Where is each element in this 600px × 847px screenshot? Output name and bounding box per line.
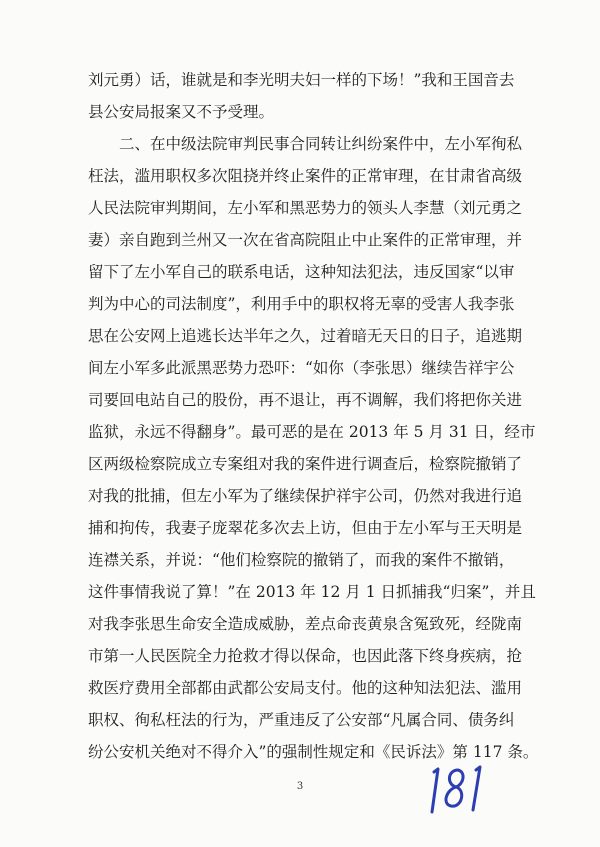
paragraph-2-line: 救医疗费用全部都由武都公安局支付。他的这种知法犯法、滥用 — [88, 679, 523, 697]
paragraph-1-line: 刘元勇）话，谁就是和李光明夫妇一样的下场！”我和王国音去 — [88, 71, 515, 89]
paragraph-2-line: 对我李张思生命安全造成威胁，差点命丧黄泉含冤致死，经陇南 — [88, 615, 523, 633]
paragraph-2-line: 对我的批捕，但左小军为了继续保护祥宇公司，仍然对我进行追 — [88, 487, 523, 505]
paragraph-2-line: 职权、徇私枉法的行为，严重违反了公安部“凡属合同、债务纠 — [88, 711, 515, 729]
paragraph-2-line: 思在公安网上追逃长达半年之久，过着暗无天日的日子，追逃期 — [88, 327, 523, 345]
page-number: 3 — [296, 781, 304, 792]
paragraph-2-line: 监狱，永远不得翻身”。最可恶的是在 2013 年 5 月 31 日，经市 — [88, 423, 536, 441]
paragraph-2-line: 判为中心的司法制度”，利用手中的职权将无辜的受害人我李张 — [88, 295, 515, 313]
paragraph-2-line: 司要回电站自己的股份，再不退让，再不调解，我们将把你关进 — [88, 391, 523, 409]
paragraph-2-line: 间左小军多此派黑恶势力恐吓：“如你（李张思）继续告祥宇公 — [88, 359, 515, 377]
paragraph-2-line: 纷公安机关绝对不得介入”的强制性规定和《民诉法》第 117 条。 — [88, 743, 539, 761]
paragraph-2-line: 市第一人民医院全力抢救才得以保命，也因此落下终身疾病，抢 — [88, 647, 523, 665]
paragraph-2-line: 枉法，滥用职权多次阻挠并终止案件的正常审理，在甘肃省高级 — [88, 167, 523, 185]
paragraph-2-line: 留下了左小军自己的联系电话，这种知法犯法，违反国家“以审 — [88, 263, 515, 281]
handwritten-number-181 — [420, 760, 490, 820]
paragraph-1 — [88, 64, 514, 128]
paragraph-1-line: 县公安局报案又不予受理。 — [88, 103, 275, 121]
paragraph-2-line: 妻）亲自跑到兰州又一次在省高院阻止中止案件的正常审理，并 — [88, 231, 523, 249]
paragraph-2-line: 人民法院审判期间，左小军和黑恶势力的领头人李慧（刘元勇之 — [88, 199, 523, 217]
paragraph-2-line: 这件事情我说了算！”在 2013 年 12 月 1 日抓捕我“归案”，并且 — [88, 583, 536, 601]
paragraph-2 — [88, 128, 539, 768]
paragraph-2-line: 区两级检察院成立专案组对我的案件进行调查后，检察院撤销了 — [88, 455, 523, 473]
paragraph-2-line: 连襟关系，并说：“他们检察院的撤销了，而我的案件不撤销， — [88, 551, 515, 569]
paragraph-2-line: 二、在中级法院审判民事合同转让纠纷案件中，左小军徇私 — [88, 135, 523, 153]
paragraph-2-line: 捕和拘传，我妻子庞翠花多次去上访，但由于左小军与王天明是 — [88, 519, 523, 537]
